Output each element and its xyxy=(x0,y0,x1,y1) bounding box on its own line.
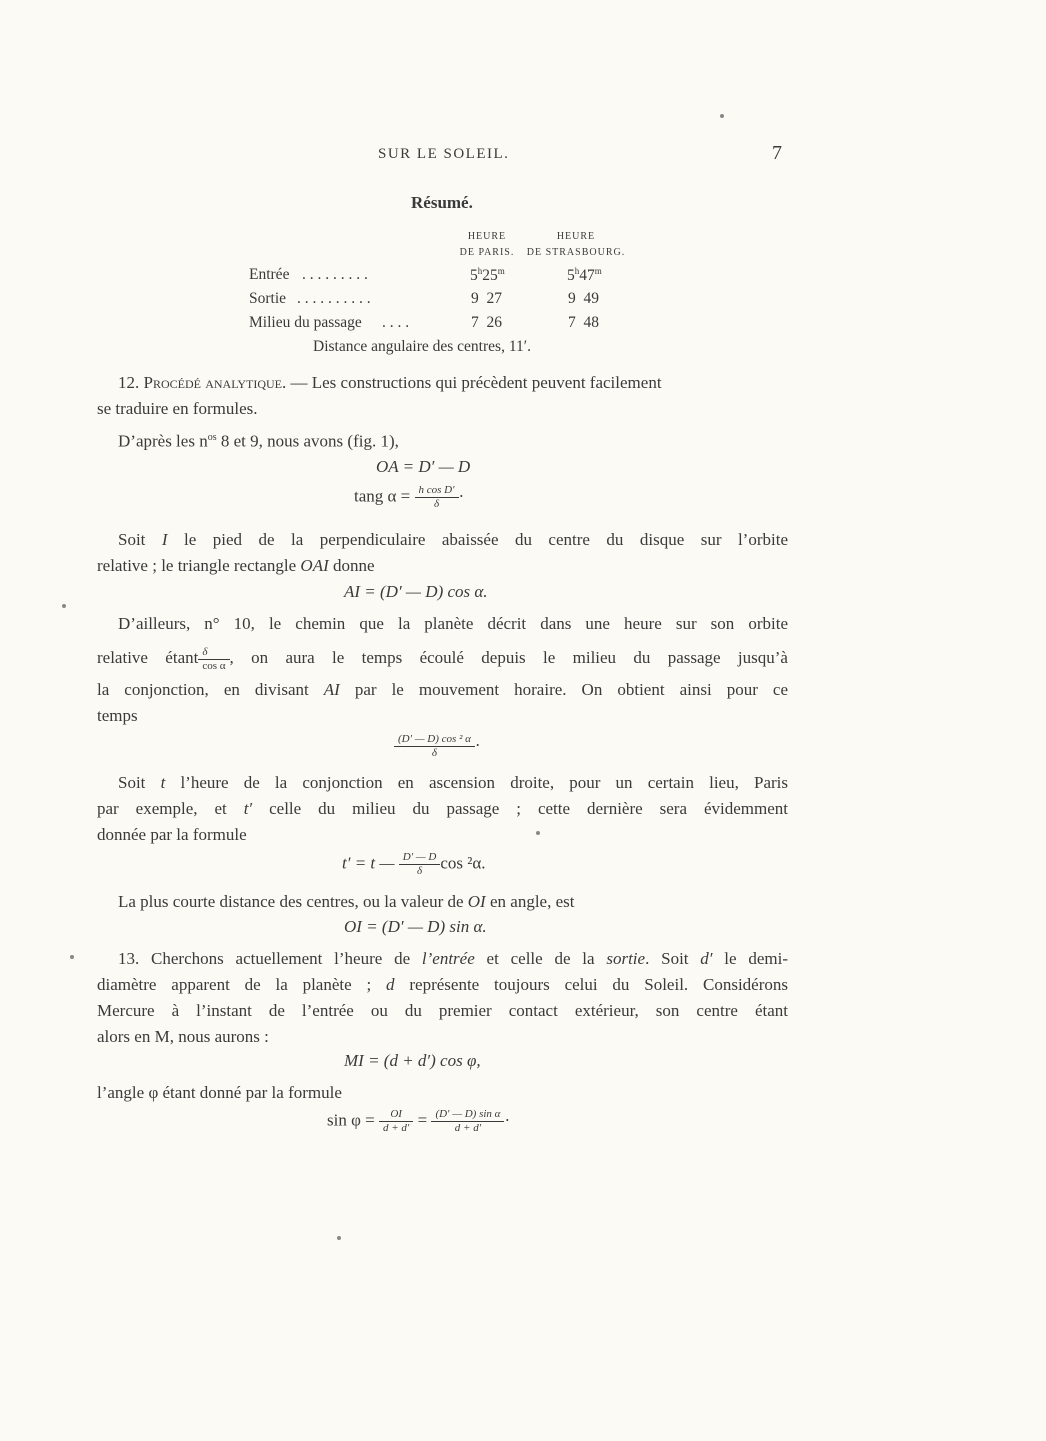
scan-speck xyxy=(536,831,540,835)
row-dots-entree: . . . . . . . . . xyxy=(302,266,368,283)
distance-note: Distance angulaire des centres, 11′. xyxy=(313,338,532,355)
col-header-paris-line2: DE PARIS. xyxy=(459,247,515,258)
row-label-sortie: Sortie xyxy=(249,290,287,307)
row-entree-paris: 5$^h$25$^m$ xyxy=(470,266,505,284)
col-header-paris-line1: HEURE xyxy=(467,231,507,242)
para13-line2: diamètre apparent de la planète ; d représente toujours celui du Soleil. Considérons xyxy=(97,975,788,994)
para-dailleurs-line2: relative étant $\frac{\delta}{\text{cos α}}$ , on aura le temps écoulé depuis le milieu du passage jusqu’à xyxy=(97,645,788,672)
equation-time: $\frac{\text{(D′ — D) cos ² α}}{\delta}$ · xyxy=(394,733,481,760)
row-entree-stras: 5$^h$47$^m$ xyxy=(567,266,602,284)
para-soit-I-line1: Soit I le pied de la perpendiculaire abaissée du centre du disque sur l’orbite xyxy=(118,530,788,549)
para-angle: l’angle φ étant donné par la formule xyxy=(97,1083,342,1102)
col-header-stras-line1: HEURE xyxy=(556,231,596,242)
equation-mi: MI = (d + d′) cos φ, xyxy=(344,1051,481,1070)
equation-oi: OI = (D′ — D) sin α. xyxy=(344,917,487,936)
resume-title: Résumé. xyxy=(411,193,473,212)
para-soit-t-line3: donnée par la formule xyxy=(97,825,247,844)
scan-speck xyxy=(62,604,66,608)
row-dots-milieu: . . . . xyxy=(382,314,410,331)
scan-speck xyxy=(337,1236,341,1240)
para-dapres: D’après les $n^{os}$ 8 et 9, nous avons (fig. 1), xyxy=(118,431,399,451)
row-label-entree: Entrée xyxy=(249,266,290,283)
equation-ai: AI = (D′ — D) cos α. xyxy=(344,582,488,601)
equation-tang: tang α = $\frac{\text{h cos D′}}{\delta}$ · xyxy=(354,484,465,510)
scan-speck xyxy=(70,955,74,959)
para-dailleurs-line3: la conjonction, en divisant AI par le mouvement horaire. On obtient ainsi pour ce xyxy=(97,680,789,699)
para13-line1: 13. Cherchons actuellement l’heure de l’entrée et celle de la sortie. Soit d′ le demi- xyxy=(118,949,789,968)
row-milieu-stras: 7 48 xyxy=(568,314,599,331)
running-title: SUR LE SOLEIL. xyxy=(378,146,510,162)
equation-oa: OA = D′ — D xyxy=(376,457,471,476)
row-sortie-paris: 9 27 xyxy=(471,290,502,307)
para-dailleurs-line4: temps xyxy=(97,706,138,725)
row-dots-sortie: . . . . . . . . . . xyxy=(297,290,371,307)
col-header-strasbourg xyxy=(520,229,632,261)
para12-line2: se traduire en formules. xyxy=(97,399,258,418)
equation-t-prime: t′ = t — $\frac{D' — D}{\delta}$ cos ²α. xyxy=(342,851,486,877)
scan-speck xyxy=(720,114,724,118)
para-soit-t-line1: Soit t l’heure de la conjonction en ascension droite, pour un certain lieu, Paris xyxy=(118,773,788,792)
row-milieu-paris: 7 26 xyxy=(471,314,502,331)
row-sortie-stras: 9 49 xyxy=(568,290,599,307)
col-header-stras-line2: DE STRASBOURG. xyxy=(526,247,626,258)
para-dailleurs-line1: D’ailleurs, n° 10, le chemin que la planète décrit dans une heure sur son orbite xyxy=(118,614,788,633)
equation-sin-phi: sin φ = $\frac{OI}{d + d'}$ = $\frac{\text{(D′ — D) sin α}}{d + d'}$ · xyxy=(327,1108,511,1134)
para13-line3: Mercure à l’instant de l’entrée ou du premier contact extérieur, son centre étant xyxy=(97,1001,788,1020)
col-header-paris xyxy=(455,229,519,261)
para-courte: La plus courte distance des centres, ou la valeur de OI en angle, est xyxy=(118,892,575,911)
para13-line4: alors en M, nous aurons : xyxy=(97,1027,269,1046)
page-number: 7 xyxy=(772,142,782,164)
para12-line1: 12. Procédé analytique. — Les constructions qui précèdent peuvent facilement xyxy=(118,373,662,392)
para-soit-t-line2: par exemple, et t′ celle du milieu du passage ; cette dernière sera évidemment xyxy=(97,799,788,818)
para-soit-I-line2: relative ; le triangle rectangle OAI donne xyxy=(97,556,375,575)
row-label-milieu: Milieu du passage xyxy=(249,314,362,331)
